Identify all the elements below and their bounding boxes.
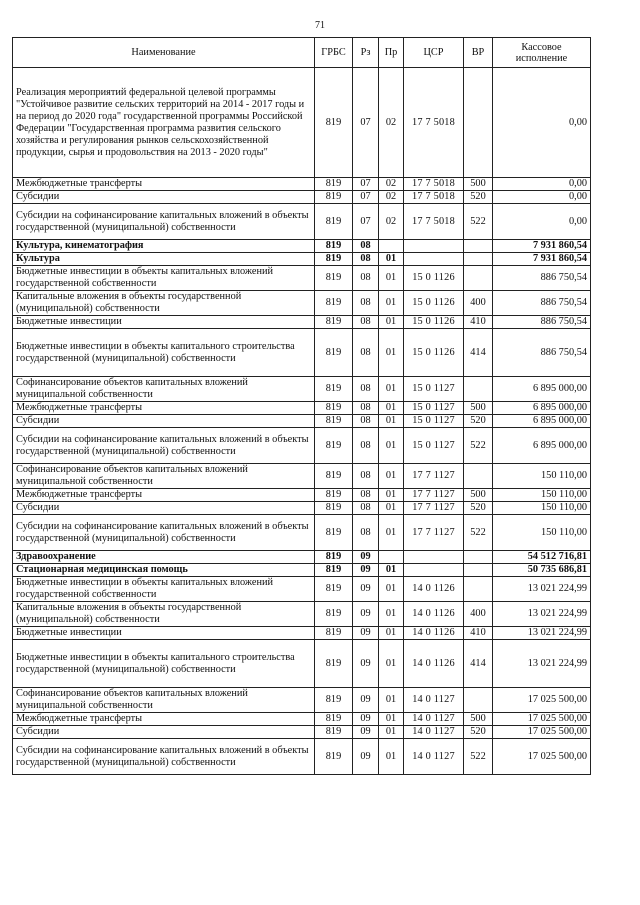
cell-name: Софинансирование объектов капитальных вложений муниципальной собственности bbox=[13, 688, 315, 713]
cell-amount: 150 110,00 bbox=[493, 515, 591, 551]
cell-amount: 7 931 860,54 bbox=[493, 253, 591, 266]
cell-grbs: 819 bbox=[315, 464, 353, 489]
cell-vr: 520 bbox=[464, 191, 493, 204]
cell-name: Субсидии на софинансирование капитальных вложений в объекты государственной (муниципальной) собственности bbox=[13, 739, 315, 775]
cell-rz: 08 bbox=[353, 464, 379, 489]
table-row bbox=[13, 688, 591, 713]
cell-vr: 400 bbox=[464, 602, 493, 627]
table-row bbox=[13, 204, 591, 240]
cell-amount: 13 021 224,99 bbox=[493, 602, 591, 627]
cell-vr: 522 bbox=[464, 428, 493, 464]
cell-csr: 17 7 5018 bbox=[404, 191, 464, 204]
header-csr: ЦСР bbox=[404, 38, 464, 68]
cell-pr bbox=[379, 551, 404, 564]
cell-pr: 02 bbox=[379, 191, 404, 204]
table-row bbox=[13, 240, 591, 253]
cell-csr: 15 0 1126 bbox=[404, 266, 464, 291]
cell-pr: 01 bbox=[379, 329, 404, 377]
cell-amount: 17 025 500,00 bbox=[493, 739, 591, 775]
cell-amount: 886 750,54 bbox=[493, 329, 591, 377]
table-row bbox=[13, 726, 591, 739]
cell-grbs: 819 bbox=[315, 551, 353, 564]
cell-amount: 7 931 860,54 bbox=[493, 240, 591, 253]
cell-csr: 17 7 1127 bbox=[404, 515, 464, 551]
cell-vr bbox=[464, 577, 493, 602]
cell-name: Субсидии на софинансирование капитальных вложений в объекты государственной (муниципальной) собственности bbox=[13, 515, 315, 551]
cell-csr: 14 0 1126 bbox=[404, 602, 464, 627]
table-row bbox=[13, 551, 591, 564]
cell-csr: 17 7 5018 bbox=[404, 178, 464, 191]
cell-vr bbox=[464, 551, 493, 564]
cell-pr: 01 bbox=[379, 402, 404, 415]
page-number: 71 bbox=[315, 20, 325, 31]
table-row bbox=[13, 191, 591, 204]
cell-csr: 14 0 1127 bbox=[404, 726, 464, 739]
cell-pr: 01 bbox=[379, 688, 404, 713]
cell-pr: 01 bbox=[379, 726, 404, 739]
cell-grbs: 819 bbox=[315, 627, 353, 640]
cell-rz: 08 bbox=[353, 377, 379, 402]
cell-name: Стационарная медицинская помощь bbox=[13, 564, 315, 577]
cell-csr bbox=[404, 240, 464, 253]
cell-pr: 01 bbox=[379, 502, 404, 515]
cell-csr: 14 0 1126 bbox=[404, 577, 464, 602]
header-rz: Рз bbox=[353, 38, 379, 68]
cell-grbs: 819 bbox=[315, 564, 353, 577]
cell-grbs: 819 bbox=[315, 515, 353, 551]
cell-name: Софинансирование объектов капитальных вложений муниципальной собственности bbox=[13, 464, 315, 489]
cell-csr: 15 0 1126 bbox=[404, 329, 464, 377]
cell-amount: 886 750,54 bbox=[493, 291, 591, 316]
cell-amount: 6 895 000,00 bbox=[493, 377, 591, 402]
cell-csr: 14 0 1127 bbox=[404, 739, 464, 775]
cell-csr: 15 0 1127 bbox=[404, 402, 464, 415]
cell-rz: 07 bbox=[353, 191, 379, 204]
table-row bbox=[13, 713, 591, 726]
cell-vr bbox=[464, 266, 493, 291]
cell-pr: 01 bbox=[379, 489, 404, 502]
cell-name: Бюджетные инвестиции в объекты капитальных вложений государственной собственности bbox=[13, 266, 315, 291]
header-name: Наименование bbox=[13, 38, 315, 68]
cell-csr: 15 0 1127 bbox=[404, 377, 464, 402]
cell-csr: 17 7 1127 bbox=[404, 464, 464, 489]
cell-amount: 0,00 bbox=[493, 68, 591, 178]
cell-csr: 17 7 1127 bbox=[404, 502, 464, 515]
cell-csr: 17 7 5018 bbox=[404, 68, 464, 178]
cell-pr: 01 bbox=[379, 627, 404, 640]
cell-vr: 414 bbox=[464, 640, 493, 688]
cell-rz: 08 bbox=[353, 329, 379, 377]
cell-vr bbox=[464, 240, 493, 253]
header-grbs: ГРБС bbox=[315, 38, 353, 68]
cell-amount: 886 750,54 bbox=[493, 316, 591, 329]
cell-name: Бюджетные инвестиции bbox=[13, 627, 315, 640]
table-row bbox=[13, 515, 591, 551]
cell-grbs: 819 bbox=[315, 602, 353, 627]
cell-vr: 500 bbox=[464, 489, 493, 502]
cell-name: Бюджетные инвестиции в объекты капитальных вложений государственной собственности bbox=[13, 577, 315, 602]
cell-amount: 0,00 bbox=[493, 191, 591, 204]
cell-csr: 15 0 1127 bbox=[404, 428, 464, 464]
cell-amount: 150 110,00 bbox=[493, 464, 591, 489]
cell-rz: 09 bbox=[353, 713, 379, 726]
cell-name: Культура, кинематография bbox=[13, 240, 315, 253]
table-row bbox=[13, 253, 591, 266]
cell-name: Культура bbox=[13, 253, 315, 266]
cell-vr: 520 bbox=[464, 726, 493, 739]
cell-name: Субсидии bbox=[13, 502, 315, 515]
cell-rz: 07 bbox=[353, 178, 379, 191]
cell-amount: 150 110,00 bbox=[493, 502, 591, 515]
table-row bbox=[13, 377, 591, 402]
cell-vr: 522 bbox=[464, 739, 493, 775]
table-row bbox=[13, 602, 591, 627]
cell-rz: 09 bbox=[353, 577, 379, 602]
cell-vr bbox=[464, 253, 493, 266]
cell-name: Межбюджетные трансферты bbox=[13, 713, 315, 726]
cell-grbs: 819 bbox=[315, 291, 353, 316]
table-row bbox=[13, 502, 591, 515]
cell-amount: 50 735 686,81 bbox=[493, 564, 591, 577]
cell-name: Капитальные вложения в объекты государственной (муниципальной) собственности bbox=[13, 291, 315, 316]
table-row bbox=[13, 316, 591, 329]
cell-rz: 07 bbox=[353, 68, 379, 178]
table-row bbox=[13, 178, 591, 191]
cell-csr bbox=[404, 564, 464, 577]
cell-csr: 15 0 1127 bbox=[404, 415, 464, 428]
cell-name: Субсидии на софинансирование капитальных вложений в объекты государственной (муниципальной) собственности bbox=[13, 204, 315, 240]
cell-rz: 08 bbox=[353, 415, 379, 428]
cell-rz: 08 bbox=[353, 402, 379, 415]
cell-rz: 08 bbox=[353, 502, 379, 515]
cell-rz: 09 bbox=[353, 564, 379, 577]
cell-rz: 09 bbox=[353, 739, 379, 775]
cell-name: Капитальные вложения в объекты государственной (муниципальной) собственности bbox=[13, 602, 315, 627]
cell-pr: 01 bbox=[379, 291, 404, 316]
cell-pr: 01 bbox=[379, 564, 404, 577]
cell-name: Межбюджетные трансферты bbox=[13, 402, 315, 415]
table-row bbox=[13, 329, 591, 377]
cell-grbs: 819 bbox=[315, 688, 353, 713]
cell-amount: 13 021 224,99 bbox=[493, 640, 591, 688]
cell-grbs: 819 bbox=[315, 178, 353, 191]
cell-name: Субсидии bbox=[13, 191, 315, 204]
cell-grbs: 819 bbox=[315, 428, 353, 464]
cell-rz: 08 bbox=[353, 291, 379, 316]
cell-vr bbox=[464, 377, 493, 402]
cell-amount: 6 895 000,00 bbox=[493, 402, 591, 415]
cell-grbs: 819 bbox=[315, 316, 353, 329]
cell-grbs: 819 bbox=[315, 191, 353, 204]
cell-rz: 09 bbox=[353, 627, 379, 640]
cell-rz: 09 bbox=[353, 640, 379, 688]
cell-name: Бюджетные инвестиции bbox=[13, 316, 315, 329]
cell-pr: 01 bbox=[379, 266, 404, 291]
cell-rz: 08 bbox=[353, 428, 379, 464]
cell-vr: 400 bbox=[464, 291, 493, 316]
cell-name: Реализация мероприятий федеральной целевой программы "Устойчивое развитие сельских территорий на 2014 - 2017 годы и на период до 2020 года" государственной программы Российской Федерации "Государственная программа развития сельского хозяйства и регулирования рынков сельскохозяйственной продукции, сырья и продовольствия на 2013 - 2020 годы" bbox=[13, 68, 315, 178]
cell-name: Межбюджетные трансферты bbox=[13, 178, 315, 191]
cell-pr: 01 bbox=[379, 377, 404, 402]
cell-rz: 09 bbox=[353, 726, 379, 739]
cell-amount: 13 021 224,99 bbox=[493, 627, 591, 640]
table-row bbox=[13, 428, 591, 464]
table-row bbox=[13, 489, 591, 502]
cell-vr bbox=[464, 688, 493, 713]
cell-amount: 0,00 bbox=[493, 178, 591, 191]
cell-pr: 01 bbox=[379, 739, 404, 775]
cell-rz: 07 bbox=[353, 204, 379, 240]
cell-grbs: 819 bbox=[315, 68, 353, 178]
cell-name: Межбюджетные трансферты bbox=[13, 489, 315, 502]
header-amount: Кассовое исполнение bbox=[493, 38, 591, 68]
table-row bbox=[13, 291, 591, 316]
header-pr: Пр bbox=[379, 38, 404, 68]
cell-grbs: 819 bbox=[315, 577, 353, 602]
cell-rz: 08 bbox=[353, 515, 379, 551]
cell-name: Субсидии bbox=[13, 415, 315, 428]
cell-csr: 17 7 1127 bbox=[404, 489, 464, 502]
cell-pr: 01 bbox=[379, 428, 404, 464]
cell-name: Здравоохранение bbox=[13, 551, 315, 564]
cell-amount: 54 512 716,81 bbox=[493, 551, 591, 564]
cell-vr: 410 bbox=[464, 316, 493, 329]
cell-name: Субсидии на софинансирование капитальных вложений в объекты государственной (муниципальной) собственности bbox=[13, 428, 315, 464]
cell-amount: 6 895 000,00 bbox=[493, 428, 591, 464]
cell-csr: 14 0 1127 bbox=[404, 688, 464, 713]
cell-name: Бюджетные инвестиции в объекты капитального строительства государственной (муниципальной) собственности bbox=[13, 640, 315, 688]
cell-pr: 01 bbox=[379, 577, 404, 602]
cell-pr: 01 bbox=[379, 515, 404, 551]
table-row bbox=[13, 266, 591, 291]
table-row bbox=[13, 739, 591, 775]
cell-pr: 02 bbox=[379, 178, 404, 191]
cell-rz: 08 bbox=[353, 489, 379, 502]
cell-name: Субсидии bbox=[13, 726, 315, 739]
cell-grbs: 819 bbox=[315, 415, 353, 428]
table-row bbox=[13, 640, 591, 688]
cell-rz: 08 bbox=[353, 240, 379, 253]
cell-amount: 0,00 bbox=[493, 204, 591, 240]
cell-vr bbox=[464, 464, 493, 489]
cell-pr: 01 bbox=[379, 464, 404, 489]
cell-pr: 01 bbox=[379, 602, 404, 627]
cell-amount: 886 750,54 bbox=[493, 266, 591, 291]
table-row bbox=[13, 577, 591, 602]
cell-csr: 14 0 1127 bbox=[404, 713, 464, 726]
cell-amount: 150 110,00 bbox=[493, 489, 591, 502]
cell-amount: 17 025 500,00 bbox=[493, 726, 591, 739]
cell-pr: 01 bbox=[379, 415, 404, 428]
table-row bbox=[13, 627, 591, 640]
cell-grbs: 819 bbox=[315, 377, 353, 402]
budget-execution-table bbox=[12, 37, 591, 775]
cell-grbs: 819 bbox=[315, 640, 353, 688]
cell-grbs: 819 bbox=[315, 726, 353, 739]
table-body bbox=[13, 68, 591, 775]
table-row bbox=[13, 415, 591, 428]
cell-grbs: 819 bbox=[315, 204, 353, 240]
cell-amount: 17 025 500,00 bbox=[493, 688, 591, 713]
cell-pr: 02 bbox=[379, 204, 404, 240]
table-row bbox=[13, 564, 591, 577]
table-header-row bbox=[13, 38, 591, 68]
cell-rz: 09 bbox=[353, 602, 379, 627]
cell-vr: 520 bbox=[464, 415, 493, 428]
cell-csr: 15 0 1126 bbox=[404, 316, 464, 329]
cell-grbs: 819 bbox=[315, 739, 353, 775]
cell-vr: 500 bbox=[464, 178, 493, 191]
cell-vr: 522 bbox=[464, 204, 493, 240]
cell-vr: 500 bbox=[464, 402, 493, 415]
cell-csr: 14 0 1126 bbox=[404, 627, 464, 640]
header-vr: ВР bbox=[464, 38, 493, 68]
cell-csr bbox=[404, 551, 464, 564]
cell-rz: 09 bbox=[353, 551, 379, 564]
table-row bbox=[13, 68, 591, 178]
cell-rz: 08 bbox=[353, 266, 379, 291]
cell-pr: 01 bbox=[379, 713, 404, 726]
cell-csr bbox=[404, 253, 464, 266]
cell-rz: 08 bbox=[353, 316, 379, 329]
cell-amount: 13 021 224,99 bbox=[493, 577, 591, 602]
cell-grbs: 819 bbox=[315, 713, 353, 726]
cell-grbs: 819 bbox=[315, 489, 353, 502]
cell-grbs: 819 bbox=[315, 266, 353, 291]
cell-name: Софинансирование объектов капитальных вложений муниципальной собственности bbox=[13, 377, 315, 402]
cell-csr: 17 7 5018 bbox=[404, 204, 464, 240]
cell-pr: 01 bbox=[379, 316, 404, 329]
cell-vr bbox=[464, 564, 493, 577]
cell-csr: 15 0 1126 bbox=[404, 291, 464, 316]
cell-vr: 500 bbox=[464, 713, 493, 726]
cell-vr: 410 bbox=[464, 627, 493, 640]
cell-grbs: 819 bbox=[315, 402, 353, 415]
cell-grbs: 819 bbox=[315, 253, 353, 266]
cell-pr: 01 bbox=[379, 640, 404, 688]
cell-rz: 09 bbox=[353, 688, 379, 713]
cell-amount: 17 025 500,00 bbox=[493, 713, 591, 726]
cell-pr: 01 bbox=[379, 253, 404, 266]
cell-amount: 6 895 000,00 bbox=[493, 415, 591, 428]
cell-grbs: 819 bbox=[315, 240, 353, 253]
cell-vr: 414 bbox=[464, 329, 493, 377]
cell-name: Бюджетные инвестиции в объекты капитального строительства государственной (муниципальной) собственности bbox=[13, 329, 315, 377]
cell-vr bbox=[464, 68, 493, 178]
cell-pr: 02 bbox=[379, 68, 404, 178]
table-row bbox=[13, 402, 591, 415]
cell-vr: 522 bbox=[464, 515, 493, 551]
cell-csr: 14 0 1126 bbox=[404, 640, 464, 688]
cell-grbs: 819 bbox=[315, 329, 353, 377]
cell-pr bbox=[379, 240, 404, 253]
cell-rz: 08 bbox=[353, 253, 379, 266]
table-row bbox=[13, 464, 591, 489]
cell-grbs: 819 bbox=[315, 502, 353, 515]
cell-vr: 520 bbox=[464, 502, 493, 515]
